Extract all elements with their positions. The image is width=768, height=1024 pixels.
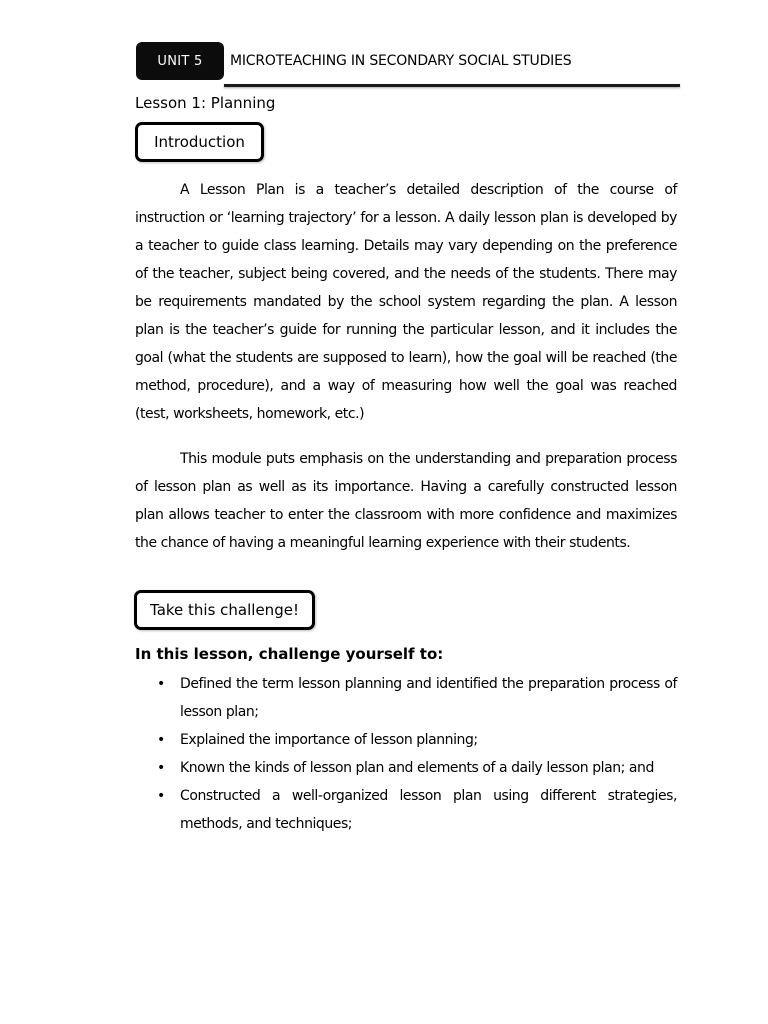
intro-paragraph-2: This module puts emphasis on the understanding and preparation process of lesson plan as well as its importance. Having a carefully constructed lesson plan allows teacher to enter the classroom with more confidence and maximizes the chance of having a meaningful learning experience with their students. [135,451,677,551]
list-item [135,782,677,838]
challenge-heading: Take this challenge! [134,590,315,630]
unit-header [136,42,680,88]
unit-badge: UNIT 5 [136,42,224,80]
list-item-text: Known the kinds of lesson plan and elements of a daily lesson plan; and [180,760,654,776]
bullet-icon: • [157,732,165,748]
intro-paragraph-1: A Lesson Plan is a teacher’s detailed description of the course of instruction or ‘learning trajectory’ for a lesson. A daily lesson plan is developed by a teacher to guide class learning. Details may vary depending on the preference of the teacher, subject being covered, and the needs of the students. There may be requirements mandated by the school system regarding the plan. A lesson plan is the teacher’s guide for running the particular lesson, and it includes the goal (what the students are supposed to learn), how the goal will be reached (the method, procedure), and a way of measuring how well the goal was reached (test, worksheets, homework, etc.) [135,182,677,422]
introduction-heading: Introduction [135,122,264,162]
list-item-text: Explained the importance of lesson planning; [180,732,478,748]
module-title: MICROTEACHING IN SECONDARY SOCIAL STUDIES [230,53,572,69]
list-item-text: Defined the term lesson planning and identified the preparation process of lesson plan; [180,676,677,720]
list-item [135,754,677,782]
list-item-text: Constructed a well-organized lesson plan using different strategies, methods, and techniques; [180,788,677,832]
challenge-lead: In this lesson, challenge yourself to: [135,645,444,663]
bullet-icon: • [157,788,165,804]
bullet-icon: • [157,760,165,776]
objectives-list [135,670,677,838]
list-item [135,726,677,754]
lesson-title: Lesson 1: Planning [135,94,276,112]
header-divider [224,84,680,87]
bullet-icon: • [157,676,165,692]
list-item [135,670,677,726]
